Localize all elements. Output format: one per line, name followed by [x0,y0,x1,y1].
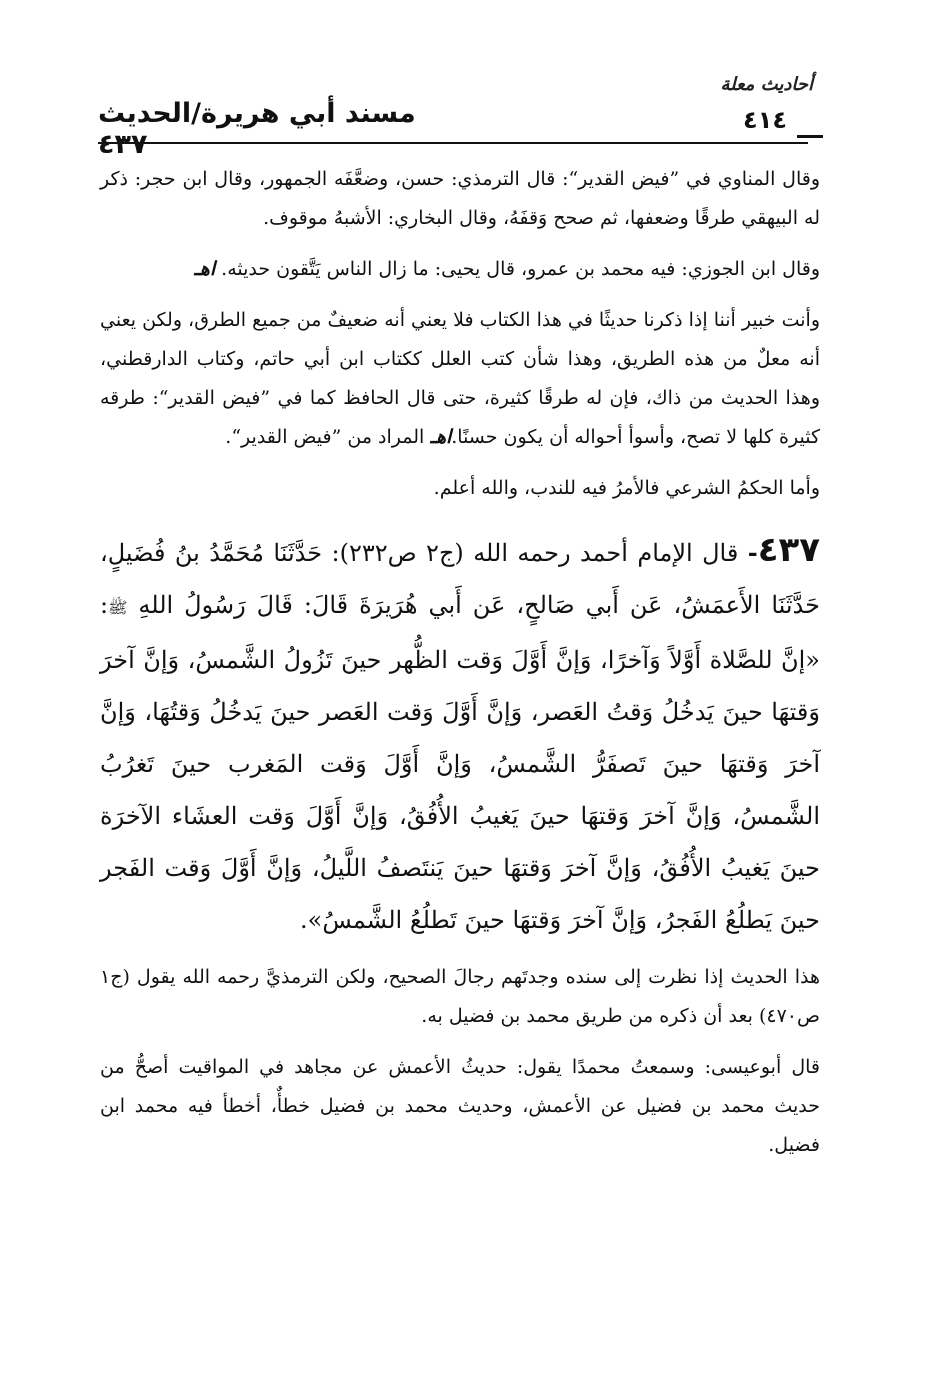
paragraph-text: وأنت خبير أننا إذا ذكرنا حديثًا في هذا الكتاب فلا يعني أنه ضعيفٌ من جميع الطرق، ولكن يعني أنه معلٌ من هذه الطريق، وهذا شأن كتب العلل ككتاب ابن أبي حاتم، وكتاب الدارقطني، وهذا الحديث من ذاك، فإن له طرقًا كثيرة، حتى قال الحافظ كما في ”فيض القدير“: طرقه كثيرة كلها لا تصح، وأسوأ أحواله أن يكون حسنًا. [100,309,820,448]
paragraph-text: وأما الحكمُ الشرعي فالأمرُ فيه للندب، والله أعلم. [433,477,820,499]
salutation-glyph: ﷺ [108,598,128,617]
paragraph-explanation [100,301,820,457]
commentary-tirmidhi [100,1048,820,1165]
page-number: ٤١٤ [743,106,787,134]
paragraph-ruling [100,469,820,508]
paragraph-text: وقال المناوي في ”فيض القدير“: قال الترمذي: حسن، وضعَّفَه الجمهور، وقال ابن حجر: ذكر له البيهقي طرقًا وضعفها، ثم صحح وَقفَهُ، وقال البخاري: الأشبهُ موقوف. [100,168,820,229]
hadith-chain: قال الإمام أحمد رحمه الله (ج٢ ص٢٣٢): حَدَّثَنَا مُحَمَّدُ بنُ فُضَيلٍ، حَدَّثَنَا الأَعمَشُ، عَن أَبي صَالحٍ، عَن أَبي هُرَيرَةَ قَالَ: قَالَ رَسُولُ اللهِ [100,539,820,619]
paragraph-tail: المراد من ”فيض القدير“. [225,426,425,448]
page-body [100,160,820,1165]
end-quote-abbr: اهـ [194,258,216,280]
series-title: أحاديث معلة [720,74,813,95]
paragraph-munawi [100,160,820,238]
paragraph-text: قال أبوعيسى: وسمعتُ محمدًا يقول: حديثُ الأعمش عن مجاهد في المواقيت أصحُّ من حديث محمد بن فضيل عن الأعمش، وحديث محمد بن فضيل خطأٌ، أخطأ فيه محمد ابن فضيل. [100,1056,820,1156]
hadith-block [100,524,820,946]
header-rule [98,142,808,144]
hadith-text: : «إنَّ للصَّلاة أَوَّلاً وَآخرًا، وَإنَّ أَوَّلَ وَقت الظُّهر حينَ تَزُولُ الشَّمسُ، وَإنَّ آخرَ وَقتهَا حينَ يَدخُلُ وَقتُ العَصر، وَإنَّ أَوَّلَ وَقت العَصر حينَ يَدخُلُ وَقتُهَا، وَإنَّ آخرَ وَقتهَا حينَ تَصفَرُّ الشَّمسُ، وَإنَّ أَوَّلَ وَقت المَغرب حينَ تَغرُبُ الشَّمسُ، وَإنَّ آخرَ وَقتهَا حينَ يَغيبُ الأُفُقُ، وَإنَّ أَوَّلَ وَقت العشَاء الآخرَة حينَ يَغيبُ الأُفُقُ، وَإنَّ آخرَ وَقتهَا حينَ يَنتَصفُ اللَّيلُ، وَإنَّ أَوَّلَ وَقت الفَجر حينَ يَطلُعُ الفَجرُ، وَإنَّ آخرَ وَقتهَا حينَ تَطلُعُ الشَّمسُ». [100,591,820,934]
running-title: مسند أبي هريرة/الحديث ٤٣٧ [98,98,416,160]
hadith-dash: - [747,538,758,567]
paragraph-ibn-jawzi [100,250,820,289]
hadith-number: ٤٣٧ [757,530,820,570]
page-header [98,62,823,160]
commentary-isnad [100,958,820,1036]
end-quote-abbr: اهـ [430,426,452,448]
paragraph-text: وقال ابن الجوزي: فيه محمد بن عمرو، قال يحيى: ما زال الناس يَتَّقون حديثه. [221,258,820,280]
header-rule-short [797,135,823,138]
paragraph-text: هذا الحديث إذا نظرت إلى سنده وجدتَهم رجالَ الصحيح، ولكن الترمذيَّ رحمه الله يقول (ج١ ص٤٧٠) بعد أن ذكره من طريق محمد بن فضيل به. [100,966,820,1027]
